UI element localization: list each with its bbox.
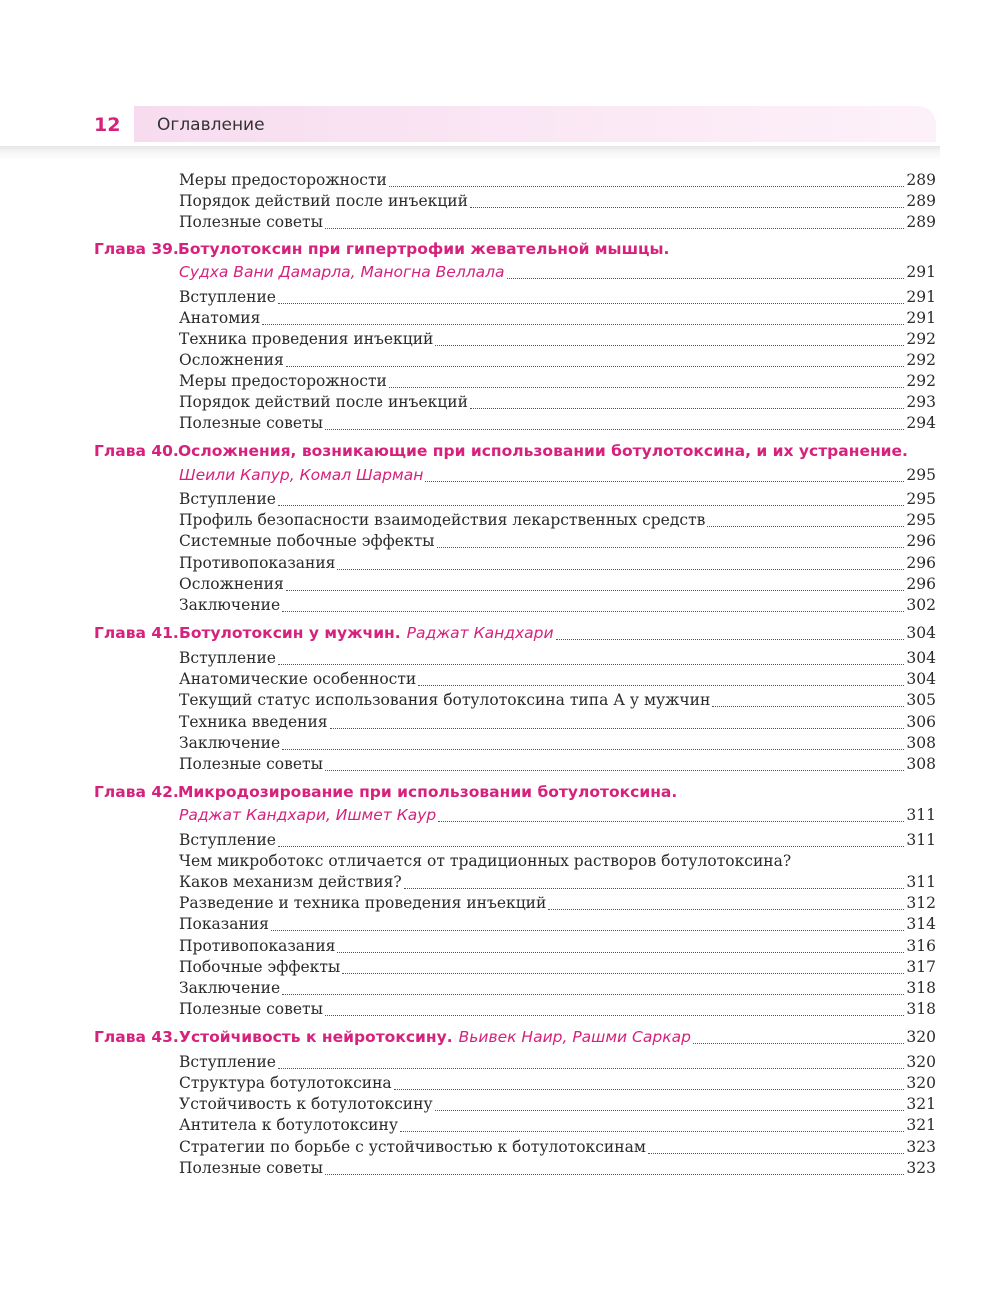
toc-entry[interactable]: Показания 314: [179, 915, 936, 933]
chapter-heading[interactable]: Глава 39.Ботулотоксин при гипертрофии жевательной мышцы.: [94, 240, 670, 258]
toc-entry[interactable]: Полезные советы 289: [179, 213, 936, 231]
toc-entry[interactable]: Полезные советы 294: [179, 414, 936, 432]
toc-entry[interactable]: Системные побочные эффекты 296: [179, 532, 936, 550]
toc-entry[interactable]: Полезные советы 323: [179, 1159, 936, 1177]
toc-entry[interactable]: Вступление 311: [179, 831, 936, 849]
toc-entry[interactable]: Противопоказания 316: [179, 937, 936, 955]
toc-entry[interactable]: Противопоказания 296: [179, 554, 936, 572]
toc-entry[interactable]: Побочные эффекты 317: [179, 958, 936, 976]
chapter-authors[interactable]: Раджат Кандхари, Ишмет Каур 311: [179, 806, 936, 824]
toc-entry[interactable]: Полезные советы 308: [179, 755, 936, 773]
toc-entry[interactable]: Осложнения 296: [179, 575, 936, 593]
toc-entry[interactable]: Структура ботулотоксина 320: [179, 1074, 936, 1092]
toc-entry[interactable]: Заключение 308: [179, 734, 936, 752]
toc-entry[interactable]: Вступление 320: [179, 1053, 936, 1071]
toc-entry[interactable]: Техника введения 306: [179, 713, 936, 731]
toc-entry-no-page[interactable]: Чем микроботокс отличается от традиционных растворов ботулотоксина?: [179, 852, 792, 870]
chapter-authors[interactable]: Шеили Капур, Комал Шарман 295: [179, 466, 936, 484]
toc-entry[interactable]: Техника проведения инъекций 292: [179, 330, 936, 348]
toc-entry[interactable]: Порядок действий после инъекций 289: [179, 192, 936, 210]
toc-entry[interactable]: Заключение 318: [179, 979, 936, 997]
toc-entry[interactable]: Устойчивость к ботулотоксину 321: [179, 1095, 936, 1113]
toc-entry[interactable]: Анатомические особенности 304: [179, 670, 936, 688]
toc-entry[interactable]: Заключение 302: [179, 596, 936, 614]
toc-entry[interactable]: Меры предосторожности 289: [179, 171, 936, 189]
toc-entry[interactable]: Порядок действий после инъекций 293: [179, 393, 936, 411]
toc-entry[interactable]: Антитела к ботулотоксину 321: [179, 1116, 936, 1134]
page-header: [0, 106, 1000, 150]
toc-entry[interactable]: Разведение и техника проведения инъекций 312: [179, 894, 936, 912]
toc-entry[interactable]: Осложнения 292: [179, 351, 936, 369]
toc-entry[interactable]: Полезные советы 318: [179, 1000, 936, 1018]
chapter-authors[interactable]: Судха Вани Дамарла, Маногна Веллала 291: [179, 263, 936, 281]
toc-entry[interactable]: Вступление 291: [179, 288, 936, 306]
header-shadow: [0, 146, 940, 160]
page-number: 12: [94, 114, 121, 136]
toc-entry[interactable]: Текущий статус использования ботулотоксина типа А у мужчин 305: [179, 691, 936, 709]
chapter-heading[interactable]: Глава 41. Ботулотоксин у мужчин. Раджат Кандхари 304: [94, 624, 936, 642]
toc-entry[interactable]: Стратегии по борьбе с устойчивостью к ботулотоксинам 323: [179, 1138, 936, 1156]
toc-entry[interactable]: Анатомия 291: [179, 309, 936, 327]
section-title: Оглавление: [157, 115, 265, 135]
toc-entry[interactable]: Меры предосторожности 292: [179, 372, 936, 390]
toc-entry[interactable]: Каков механизм действия? 311: [179, 873, 936, 891]
chapter-heading[interactable]: Глава 40.Осложнения, возникающие при использовании ботулотоксина, и их устранение.: [94, 442, 908, 460]
chapter-heading[interactable]: Глава 42.Микродозирование при использовании ботулотоксина.: [94, 783, 678, 801]
toc-entry[interactable]: Вступление 304: [179, 649, 936, 667]
chapter-heading[interactable]: Глава 43. Устойчивость к нейротоксину. Вьивек Наир, Рашми Саркар 320: [94, 1028, 936, 1046]
toc-entry[interactable]: Вступление 295: [179, 490, 936, 508]
toc-entry[interactable]: Профиль безопасности взаимодействия лекарственных средств 295: [179, 511, 936, 529]
